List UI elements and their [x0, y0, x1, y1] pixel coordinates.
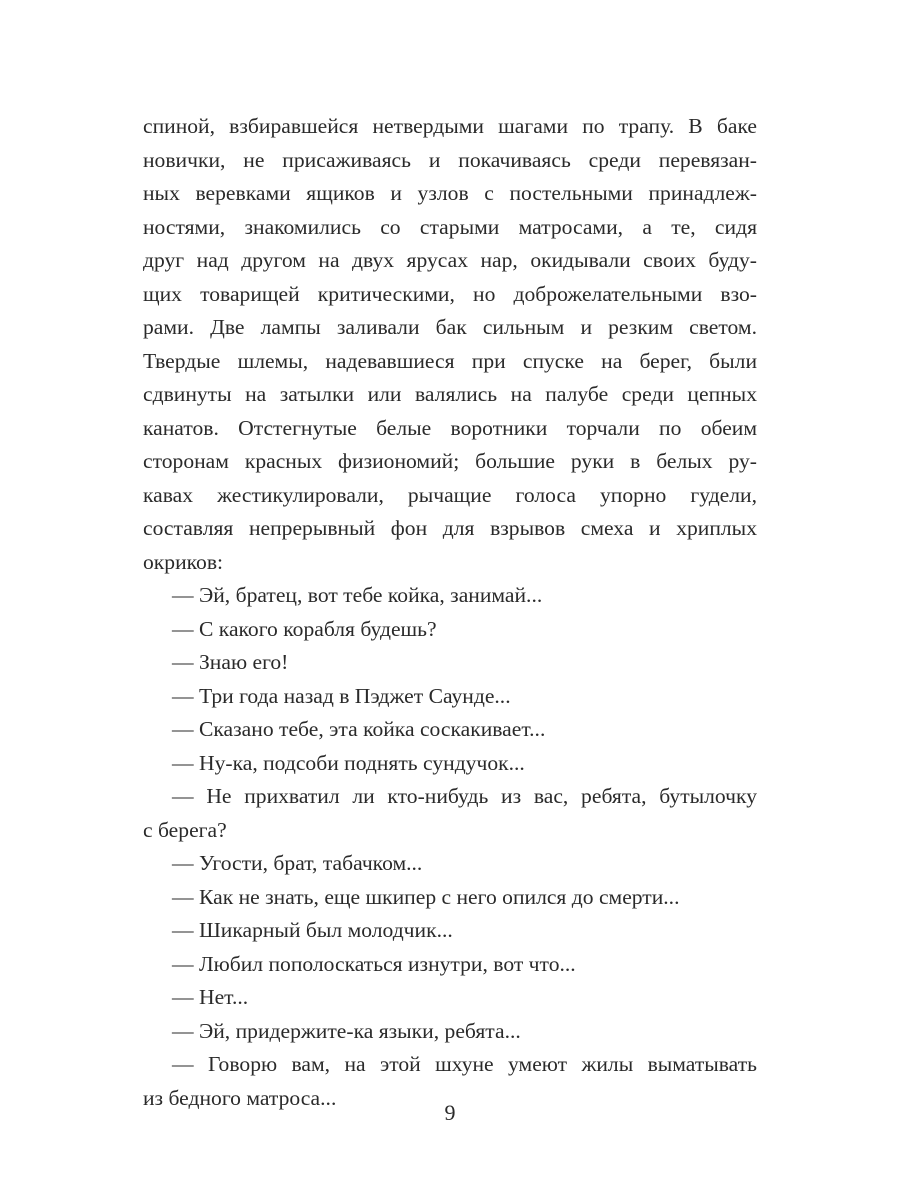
page-body — [143, 110, 757, 1115]
dialogue-line: — Эй, придержите-ка языки, ребята... — [172, 1018, 521, 1043]
text-line: друг над другом на двух ярусах нар, окидывали своих буду- — [143, 248, 757, 272]
text-line: составляя непрерывный фон для взрывов смеха и хриплых — [143, 516, 757, 540]
text-line: окриков: — [143, 549, 224, 574]
dialogue-line: — Шикарный был молодчик... — [172, 918, 453, 942]
dialogue-line: — Говорю вам, на этой шхуне умеют жилы выматывать — [172, 1052, 757, 1076]
text-line: сторонам красных физиономий; большие руки в белых ру- — [143, 449, 757, 473]
text-line: кавах жестикулировали, рычащие голоса упорно гудели, — [143, 482, 757, 507]
text-line: Твердые шлемы, надевавшиеся при спуске на берег, были — [143, 348, 757, 373]
dialogue-line: — Знаю его! — [172, 650, 289, 674]
text-line: ных веревками ящиков и узлов с постельными принадлеж- — [143, 181, 757, 205]
dialogue-line: — Три года назад в Пэджет Саунде... — [172, 683, 511, 708]
dialogue-line: — Не прихватил ли кто-нибудь из вас, ребята, бутылочку — [172, 784, 757, 808]
text-line: новички, не присаживаясь и покачиваясь среди перевязан- — [143, 147, 757, 172]
dialogue-line: — Эй, братец, вот тебе койка, занимай... — [172, 583, 543, 607]
text-line: щих товарищей критическими, но доброжелательными взо- — [143, 281, 757, 306]
page-number: 9 — [444, 1100, 456, 1125]
dialogue-line: — Как не знать, еще шкипер с него опился до смерти... — [172, 884, 680, 909]
dialogue-line: — Угости, брат, табачком... — [172, 851, 423, 875]
text-line: канатов. Отстегнутые белые воротники торчали по обеим — [143, 415, 757, 440]
text-line: спиной, взбиравшейся нетвердыми шагами по трапу. В баке — [143, 114, 757, 138]
dialogue-line: — Ну-ка, подсоби поднять сундучок... — [172, 750, 525, 775]
dialogue-line: с берега? — [143, 817, 227, 842]
text-line: рами. Две лампы заливали бак сильным и резким светом. — [143, 315, 757, 339]
dialogue-line: — С какого корабля будешь? — [172, 616, 437, 641]
dialogue-line: из бедного матроса... — [143, 1085, 337, 1110]
text-line: сдвинуты на затылки или валялись на палубе среди цепных — [143, 382, 757, 406]
text-line: ностями, знакомились со старыми матросами, а те, сидя — [143, 214, 757, 239]
dialogue-line: — Любил пополоскаться изнутри, вот что... — [172, 951, 576, 976]
dialogue-line: — Сказано тебе, эта койка соскакивает... — [172, 717, 546, 741]
dialogue-line: — Нет... — [172, 985, 249, 1009]
